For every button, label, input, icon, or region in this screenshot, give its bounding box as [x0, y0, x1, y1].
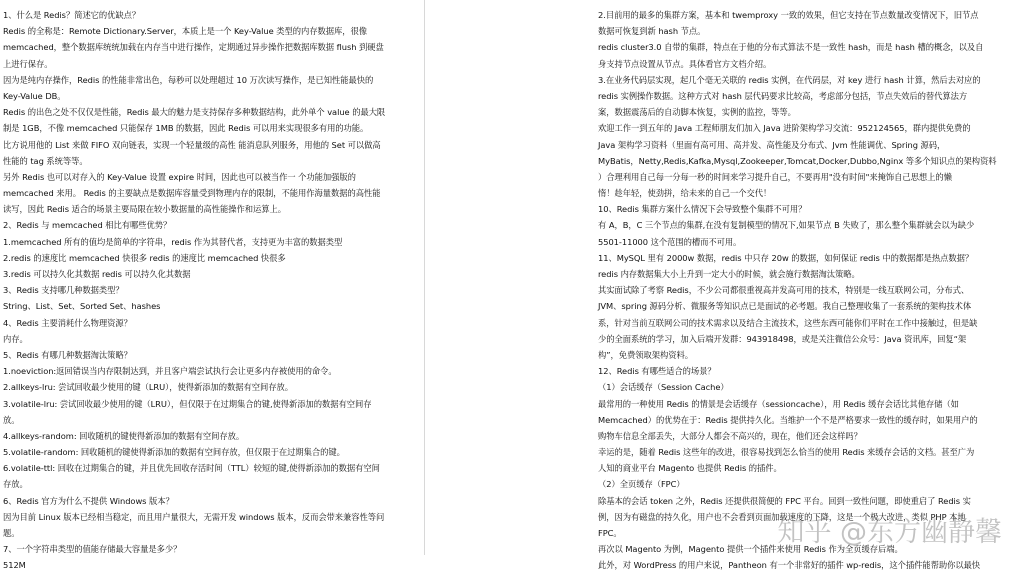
left-page-text-line: 7、一个字符串类型的值能存储最大容量是多少？: [3, 544, 182, 555]
left-document-page: [0, 0, 424, 571]
left-page-text-line: 1.memcached 所有的值均是简单的字符串，redis 作为其替代者，支持更为丰富的数据类型: [3, 236, 343, 247]
left-page-text-line: memcached 来用。 Redis 的主要缺点是数据库容量受到物理内存的限制，不能用作海量数据的高性能: [3, 188, 381, 199]
right-page-text-line: redis 实例操作数据。这种方式对 hash 层代码要求比较高，考虑部分包括，节点失效后的替代算法方: [598, 90, 968, 101]
left-page-text-line: 2.redis 的速度比 memcached 快很多 redis 的速度比 memcached 快很多: [3, 252, 286, 263]
left-page-text-line: 3.volatile-lru: 尝试回收最少使用的键（LRU），但仅限于在过期集合的键,使得新添加的数据有空间存: [3, 398, 372, 409]
left-page-text-line: 存放。: [3, 479, 28, 490]
right-page-text-line: JVM、spring 源码分析、微服务等知识点已是面试的必考题。我自己整理收集了一套系统的架构技术体: [598, 301, 972, 312]
left-page-text-line: 2、Redis 与 memcached 相比有哪些优势？: [3, 220, 172, 231]
right-page-text-line: 案，数据震荡后的自动脚本恢复，实例的监控，等等。: [598, 107, 796, 118]
right-page-text-line: Memcached）的优势在于：Redis 提供持久化。当维护一个不是严格要求一致性的缓存时，如果用户的: [598, 414, 978, 425]
right-page-text-line: 少的全面系统的学习，加入后端开发群：943918498，或是关注微信公众号：Java 资讯库，回复“架: [598, 333, 967, 344]
right-page-text-line: 12、Redis 有哪些适合的场景？: [598, 366, 716, 377]
left-page-text-line: 读写，因此 Redis 适合的场景主要局限在较小数据量的高性能操作和运算上。: [3, 204, 286, 215]
left-page-text-line: Redis 的出色之处不仅仅是性能，Redis 最大的魅力是支持保存多种数据结构，此外单个 value 的最大限: [3, 107, 386, 118]
left-page-text-line: 5.volatile-random: 回收随机的键使得新添加的数据有空间存放，但仅限于在过期集合的键。: [3, 447, 345, 458]
left-page-text-line: 比方说用他的 List 来做 FIFO 双向链表，实现一个轻量级的高性 能消息队列服务，用他的 Set 可以做高: [3, 139, 381, 150]
right-document-page: [586, 0, 1020, 571]
left-page-text-line: 制是 1GB，不像 memcached 只能保存 1MB 的数据，因此 Redis 可以用来实现很多有用的功能。: [3, 123, 369, 134]
left-page-text-line: 3、Redis 支持哪几种数据类型？: [3, 285, 124, 296]
right-page-text-line: 身支持节点设置从节点。具体看官方文档介绍。: [598, 58, 772, 69]
right-page-text-line: 11、MySQL 里有 2000w 数据，redis 中只存 20w 的数据，如何保证 redis 中的数据都是热点数据？: [598, 252, 974, 263]
left-page-text-line: 5、Redis 有哪几种数据淘汰策略？: [3, 349, 132, 360]
right-page-text-line: 此外，对 WordPress 的用户来说，Pantheon 有一个非常好的插件 wp-redis，这个插件能帮助你以最快: [598, 560, 981, 571]
right-page-text-line: 惰！趁年轻，使劲拼，给未来的自己一个交代！: [598, 188, 772, 199]
left-page-text: [3, 7, 420, 574]
left-page-text-line: 3.redis 可以持久化其数据 redis 可以持久化其数据: [3, 269, 191, 279]
right-page-text-line: 除基本的会话 token 之外，Redis 还提供很简便的 FPC 平台。回到一致性问题，即使重启了 Redis 实: [598, 495, 971, 506]
right-page-text-line: （1）会话缓存（Session Cache）: [598, 382, 729, 393]
right-page-text-line: redis 内存数据集大小上升到一定大小的时候，就会施行数据淘汰策略。: [598, 269, 860, 279]
left-page-text-line: 6、Redis 官方为什么不提供 Windows 版本？: [3, 495, 174, 506]
right-page-text-line: 幸运的是，随着 Redis 这些年的改进，很容易找到怎么恰当的使用 Redis 来缓存会话的文档。甚至广为: [598, 447, 975, 458]
left-page-text-line: Redis 的全称是：Remote Dictionary.Server，本质上是一个 Key-Value 类型的内存数据库，很像: [3, 26, 367, 37]
left-page-text-line: 4、Redis 主要消耗什么物理资源？: [3, 317, 132, 328]
left-page-text-line: 另外 Redis 也可以对存入的 Key-Value 设置 expire 时间，因此也可以被当作一 个功能加强版的: [3, 171, 356, 182]
left-page-text-line: 因为是纯内存操作，Redis 的性能非常出色，每秒可以处理超过 10 万次读写操作，是已知性能最快的: [3, 74, 374, 85]
right-page-text-line: 其实面试除了考察 Redis，不少公司都很重视高并发高可用的技术，特别是一线互联网公司，分布式、: [598, 285, 970, 296]
left-page-edge: [424, 0, 425, 555]
left-page-text-line: 上进行保存。: [3, 58, 53, 69]
right-page-text-line: 例，因为有磁盘的持久化，用户也不会看到页面加载速度的下降，这是一个极大改进，类似 PHP 本地: [598, 511, 966, 522]
right-page-text-line: 有 A，B，C 三个节点的集群,在没有复制模型的情况下,如果节点 B 失败了，那么整个集群就会以为缺少: [598, 220, 975, 231]
left-page-text-line: 512M: [3, 560, 26, 571]
right-page-text-line: redis cluster3.0 自带的集群，特点在于他的分布式算法不是一致性 hash，而是 hash 槽的概念，以及自: [598, 42, 984, 53]
right-page-text-line: 最常用的一种使用 Redis 的情景是会话缓存（sessioncache），用 Redis 缓存会话比其他存储（如: [598, 398, 959, 409]
left-page-text-line: 6.volatile-ttl: 回收在过期集合的键，并且优先回收存活时间（TTL）较短的键,使得新添加的数据有空间: [3, 463, 380, 474]
right-page-text-line: 10、Redis 集群方案什么情况下会导致整个集群不可用？: [598, 204, 807, 215]
left-page-text-line: 题。: [3, 528, 20, 538]
right-page-text-line: Java 架构学习资料（里面有高可用、高并发、高性能及分布式、Jvm 性能调优、Spring 源码，: [598, 139, 946, 150]
right-page-text-line: 3.在业务代码层实现，起几个毫无关联的 redis 实例，在代码层，对 key 进行 hash 计算，然后去对应的: [598, 74, 981, 85]
watermark-text: 知乎 @东方幽静馨: [777, 517, 1002, 548]
left-page-text-line: memcached，整个数据库统统加载在内存当中进行操作，定期通过异步操作把数据库数据 flush 到硬盘: [3, 42, 384, 53]
right-page-text-line: （2）全页缓存（FPC）: [598, 479, 685, 490]
left-page-text-line: 2.allkeys-lru: 尝试回收最少使用的键（LRU），使得新添加的数据有空间存放。: [3, 382, 293, 393]
left-page-text-line: 放。: [3, 414, 20, 425]
right-page-text-line: 数据可恢复到新 hash 节点。: [598, 26, 706, 37]
right-page-text-line: 5501-11000 这个范围的槽而不可用。: [598, 236, 742, 247]
left-page-text-line: 1.noeviction:返回错误当内存限制达到，并且客户端尝试执行会让更多内存被使用的命令。: [3, 366, 337, 377]
left-page-text-line: 因为目前 Linux 版本已经相当稳定，而且用户量很大，无需开发 windows 版本，反而会带来兼容性等问: [3, 511, 385, 522]
right-page-text-line: 购物车信息全部丢失，大部分人都会不高兴的，现在，他们还会这样吗？: [598, 430, 862, 441]
left-page-text-line: 内存。: [3, 333, 28, 344]
right-page-text-line: 欢迎工作一到五年的 Java 工程师朋友们加入 Java 进阶架构学习交流：952124565，群内提供免费的: [598, 123, 971, 134]
left-page-text-line: 1、什么是 Redis？简述它的优缺点？: [3, 10, 141, 20]
left-page-text-line: 性能的 tag 系统等等。: [3, 155, 88, 166]
left-page-text-line: String、List、Set、Sorted Set、hashes: [3, 301, 161, 312]
right-page-text-line: 系，针对当前互联网公司的技术需求以及结合主流技术，这些东西可能你们平时在工作中接触过，但是缺: [598, 317, 978, 328]
right-page-text-line: ）合理利用自己每一分每一秒的时间来学习提升自己，不要再用"没有时间"来掩饰自己思想上的懒: [598, 171, 952, 182]
right-page-text-line: FPC。: [598, 528, 622, 538]
right-page-text-line: 人知的商业平台 Magento 也提供 Redis 的插件。: [598, 463, 782, 474]
right-page-text-line: 构”，免费领取架构资料。: [598, 349, 693, 360]
right-page-text-line: 再次以 Magento 为例，Magento 提供一个插件来使用 Redis 作为全页缓存后端。: [598, 544, 903, 555]
left-page-text-line: 4.allkeys-random: 回收随机的键使得新添加的数据有空间存放。: [3, 430, 245, 441]
page-gutter: [424, 0, 586, 555]
right-page-text: [598, 7, 1020, 574]
right-page-text-line: MyBatis，Netty,Redis,Kafka,Mysql,Zookeeper,Tomcat,Docker,Dubbo,Nginx 等多个知识点的架构资料: [598, 155, 997, 166]
left-page-text-line: Key-Value DB。: [3, 90, 66, 101]
right-page-text-line: 2.目前用的最多的集群方案，基本和 twemproxy 一致的效果，但它支持在节点数量改变情况下，旧节点: [598, 10, 979, 20]
